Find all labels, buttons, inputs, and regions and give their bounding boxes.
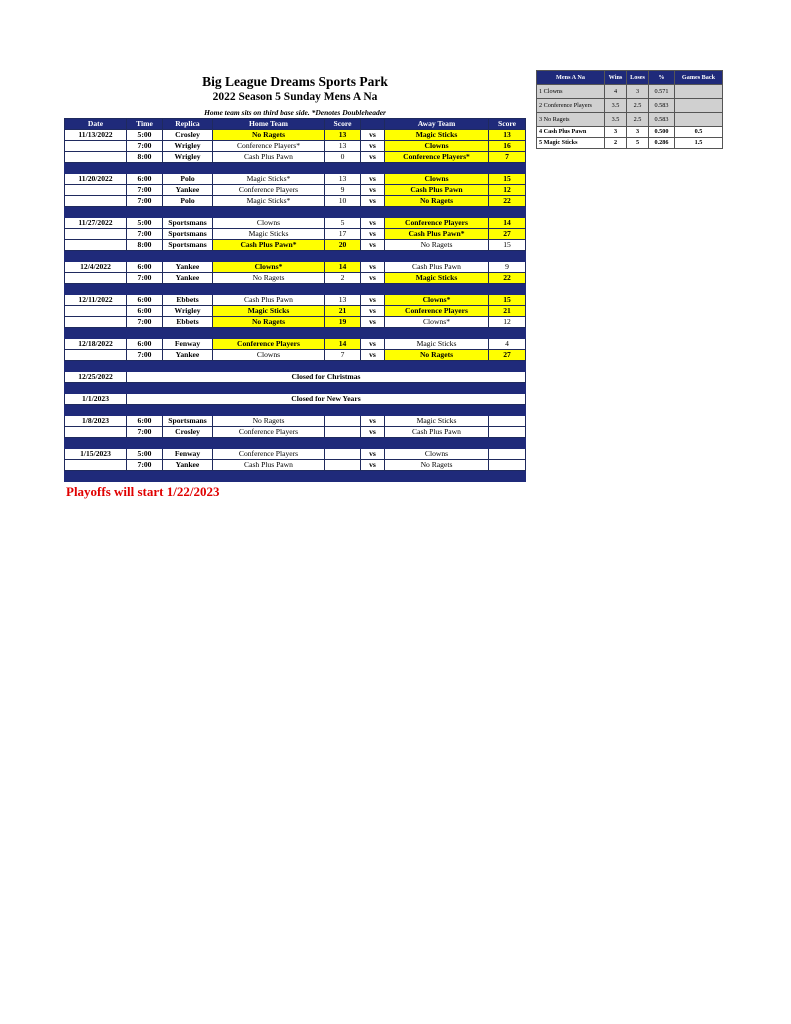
standings-pct: 0.500 xyxy=(649,127,675,138)
home-score xyxy=(325,416,361,427)
game-replica: Wrigley xyxy=(163,141,213,152)
closed-note: Closed for New Years xyxy=(127,394,526,405)
away-team: Cash Plus Pawn xyxy=(385,427,489,438)
home-score: 20 xyxy=(325,240,361,251)
home-team: Magic Sticks xyxy=(213,306,325,317)
standings-wins: 4 xyxy=(605,85,627,99)
away-score: 9 xyxy=(489,262,526,273)
playoffs-notice: Playoffs will start 1/22/2023 xyxy=(66,484,220,499)
game-date: 1/8/2023 xyxy=(65,416,127,427)
standings-wins: 3.5 xyxy=(605,113,627,127)
separator-cell xyxy=(65,251,526,262)
vs-label: vs xyxy=(361,339,385,350)
away-team: Clowns xyxy=(385,141,489,152)
home-team: Conference Players xyxy=(213,449,325,460)
away-team: Magic Sticks xyxy=(385,130,489,141)
away-team: No Ragets xyxy=(385,460,489,471)
away-team: Cash Plus Pawn xyxy=(385,262,489,273)
game-row xyxy=(65,460,526,471)
away-score: 4 xyxy=(489,339,526,350)
away-team: Cash Plus Pawn xyxy=(385,185,489,196)
standings-team: Conference Players xyxy=(543,101,592,109)
game-time: 6:00 xyxy=(127,416,163,427)
game-date xyxy=(65,185,127,196)
standings-pct: 0.286 xyxy=(649,138,675,149)
closed-row xyxy=(65,394,526,405)
home-team: Cash Plus Pawn* xyxy=(213,240,325,251)
game-time: 6:00 xyxy=(127,339,163,350)
standings-pct: 0.571 xyxy=(649,85,675,99)
standings-col-wins: Wins xyxy=(605,71,627,85)
home-team: Conference Players xyxy=(213,339,325,350)
away-score: 15 xyxy=(489,295,526,306)
home-score: 10 xyxy=(325,196,361,207)
home-team: Clowns* xyxy=(213,262,325,273)
game-time: 7:00 xyxy=(127,427,163,438)
game-date xyxy=(65,141,127,152)
vs-label: vs xyxy=(361,262,385,273)
vs-label: vs xyxy=(361,427,385,438)
game-replica: Fenway xyxy=(163,339,213,350)
game-time: 6:00 xyxy=(127,174,163,185)
standings-team-cell xyxy=(537,127,605,138)
standings-games-back xyxy=(675,99,723,113)
home-team: Magic Sticks xyxy=(213,229,325,240)
col-date: Date xyxy=(65,119,127,130)
game-row xyxy=(65,273,526,284)
game-time: 7:00 xyxy=(127,229,163,240)
standings-col-pct: % xyxy=(649,71,675,85)
week-separator xyxy=(65,383,526,394)
separator-cell xyxy=(65,361,526,372)
home-team: Clowns xyxy=(213,350,325,361)
standings-games-back: 0.5 xyxy=(675,127,723,138)
game-row xyxy=(65,141,526,152)
standings-row xyxy=(537,113,723,127)
standings-rank: 4 xyxy=(539,128,543,135)
standings-loses: 2.5 xyxy=(627,99,649,113)
vs-label: vs xyxy=(361,416,385,427)
home-score: 9 xyxy=(325,185,361,196)
standings-team-cell xyxy=(537,85,605,99)
game-replica: Yankee xyxy=(163,185,213,196)
game-row xyxy=(65,427,526,438)
vs-label: vs xyxy=(361,460,385,471)
game-row xyxy=(65,229,526,240)
away-team: Conference Players* xyxy=(385,152,489,163)
week-separator xyxy=(65,284,526,295)
home-score: 5 xyxy=(325,218,361,229)
game-date: 12/18/2022 xyxy=(65,339,127,350)
separator-cell xyxy=(65,438,526,449)
vs-label: vs xyxy=(361,174,385,185)
home-score xyxy=(325,460,361,471)
col-away-score: Score xyxy=(489,119,526,130)
standings-rank: 2 xyxy=(539,101,543,109)
standings-team: Magic Sticks xyxy=(543,139,578,146)
game-replica: Wrigley xyxy=(163,152,213,163)
away-team: Conference Players xyxy=(385,306,489,317)
vs-label: vs xyxy=(361,196,385,207)
vs-label: vs xyxy=(361,130,385,141)
vs-label: vs xyxy=(361,306,385,317)
standings-rank: 3 xyxy=(539,115,543,123)
away-score: 12 xyxy=(489,185,526,196)
game-time: 7:00 xyxy=(127,273,163,284)
home-team: No Ragets xyxy=(213,130,325,141)
home-score: 0 xyxy=(325,152,361,163)
game-date: 11/27/2022 xyxy=(65,218,127,229)
col-home-score: Score xyxy=(325,119,361,130)
separator-cell xyxy=(65,471,526,482)
home-score: 13 xyxy=(325,295,361,306)
away-score: 27 xyxy=(489,350,526,361)
game-replica: Crosley xyxy=(163,427,213,438)
col-vs xyxy=(361,119,385,130)
game-row xyxy=(65,262,526,273)
away-score: 22 xyxy=(489,196,526,207)
away-score: 16 xyxy=(489,141,526,152)
game-row xyxy=(65,174,526,185)
vs-label: vs xyxy=(361,449,385,460)
standings-team-cell xyxy=(537,113,605,127)
game-row xyxy=(65,416,526,427)
home-team: No Ragets xyxy=(213,273,325,284)
vs-label: vs xyxy=(361,273,385,284)
schedule-table xyxy=(64,118,526,482)
home-score: 21 xyxy=(325,306,361,317)
game-replica: Sportsmans xyxy=(163,229,213,240)
game-date xyxy=(65,427,127,438)
away-team: Clowns xyxy=(385,174,489,185)
game-row xyxy=(65,317,526,328)
standings-col-division: Mens A Na xyxy=(537,71,605,85)
away-team: Magic Sticks xyxy=(385,273,489,284)
game-row xyxy=(65,295,526,306)
home-score: 13 xyxy=(325,141,361,152)
week-separator xyxy=(65,163,526,174)
home-team: Conference Players xyxy=(213,185,325,196)
game-replica: Sportsmans xyxy=(163,416,213,427)
game-date: 12/11/2022 xyxy=(65,295,127,306)
vs-label: vs xyxy=(361,185,385,196)
schedule-note: Home team sits on third base side. *Denotes Doubleheader xyxy=(204,108,386,117)
vs-label: vs xyxy=(361,229,385,240)
vs-label: vs xyxy=(361,350,385,361)
standings-row xyxy=(537,85,723,99)
game-date xyxy=(65,240,127,251)
home-score xyxy=(325,427,361,438)
closed-date: 12/25/2022 xyxy=(65,372,127,383)
home-team: Conference Players* xyxy=(213,141,325,152)
closed-date: 1/1/2023 xyxy=(65,394,127,405)
home-team: Magic Sticks* xyxy=(213,174,325,185)
away-team: Conference Players xyxy=(385,218,489,229)
away-score xyxy=(489,449,526,460)
away-score: 7 xyxy=(489,152,526,163)
vs-label: vs xyxy=(361,295,385,306)
standings-team: No Ragets xyxy=(543,115,570,123)
week-separator xyxy=(65,251,526,262)
home-score: 14 xyxy=(325,339,361,350)
standings-wins: 2 xyxy=(605,138,627,149)
home-score: 13 xyxy=(325,174,361,185)
game-date xyxy=(65,460,127,471)
game-replica: Crosley xyxy=(163,130,213,141)
standings-body xyxy=(537,85,723,149)
week-separator xyxy=(65,207,526,218)
game-time: 7:00 xyxy=(127,196,163,207)
week-separator xyxy=(65,328,526,339)
game-replica: Sportsmans xyxy=(163,240,213,251)
game-row xyxy=(65,306,526,317)
game-time: 7:00 xyxy=(127,141,163,152)
away-team: No Ragets xyxy=(385,350,489,361)
game-time: 5:00 xyxy=(127,449,163,460)
separator-cell xyxy=(65,405,526,416)
col-replica: Replica xyxy=(163,119,213,130)
away-score xyxy=(489,427,526,438)
away-score xyxy=(489,416,526,427)
separator-cell xyxy=(65,383,526,394)
week-separator xyxy=(65,405,526,416)
away-score: 27 xyxy=(489,229,526,240)
standings-pct: 0.583 xyxy=(649,113,675,127)
game-replica: Polo xyxy=(163,196,213,207)
away-score: 15 xyxy=(489,240,526,251)
away-team: Clowns* xyxy=(385,317,489,328)
away-team: No Ragets xyxy=(385,240,489,251)
home-score: 13 xyxy=(325,130,361,141)
game-time: 7:00 xyxy=(127,350,163,361)
game-time: 6:00 xyxy=(127,306,163,317)
away-team: Clowns* xyxy=(385,295,489,306)
standings-col-loses: Loses xyxy=(627,71,649,85)
week-separator xyxy=(65,438,526,449)
game-replica: Yankee xyxy=(163,350,213,361)
standings-games-back: 1.5 xyxy=(675,138,723,149)
away-team: No Ragets xyxy=(385,196,489,207)
home-team: Clowns xyxy=(213,218,325,229)
week-separator xyxy=(65,471,526,482)
game-row xyxy=(65,196,526,207)
game-time: 7:00 xyxy=(127,460,163,471)
standings-header-row xyxy=(537,71,723,85)
standings-rank: 5 xyxy=(539,139,543,146)
standings-rank: 1 xyxy=(539,87,543,95)
game-date: 12/4/2022 xyxy=(65,262,127,273)
home-score: 19 xyxy=(325,317,361,328)
vs-label: vs xyxy=(361,240,385,251)
game-replica: Ebbets xyxy=(163,317,213,328)
away-team: Magic Sticks xyxy=(385,339,489,350)
vs-label: vs xyxy=(361,152,385,163)
page-title: Big League Dreams Sports Park xyxy=(202,74,388,89)
standings-team: Cash Plus Pawn xyxy=(543,128,587,135)
away-score: 13 xyxy=(489,130,526,141)
game-replica: Fenway xyxy=(163,449,213,460)
vs-label: vs xyxy=(361,218,385,229)
standings-wins: 3 xyxy=(605,127,627,138)
game-date xyxy=(65,152,127,163)
game-replica: Polo xyxy=(163,174,213,185)
home-team: Cash Plus Pawn xyxy=(213,460,325,471)
away-score: 12 xyxy=(489,317,526,328)
game-time: 6:00 xyxy=(127,262,163,273)
standings-wins: 3.5 xyxy=(605,99,627,113)
standings-row xyxy=(537,138,723,149)
home-team: Cash Plus Pawn xyxy=(213,152,325,163)
closed-row xyxy=(65,372,526,383)
home-team: No Ragets xyxy=(213,416,325,427)
away-score: 21 xyxy=(489,306,526,317)
col-home-team: Home Team xyxy=(213,119,325,130)
game-date: 1/15/2023 xyxy=(65,449,127,460)
game-replica: Yankee xyxy=(163,460,213,471)
standings-team-cell xyxy=(537,99,605,113)
game-row xyxy=(65,218,526,229)
game-date xyxy=(65,306,127,317)
game-row xyxy=(65,449,526,460)
home-score xyxy=(325,449,361,460)
standings-row xyxy=(537,99,723,113)
standings-games-back xyxy=(675,85,723,99)
home-score: 7 xyxy=(325,350,361,361)
game-time: 5:00 xyxy=(127,218,163,229)
game-date xyxy=(65,273,127,284)
standings-team-cell xyxy=(537,138,605,149)
away-score: 15 xyxy=(489,174,526,185)
vs-label: vs xyxy=(361,317,385,328)
away-score: 22 xyxy=(489,273,526,284)
game-replica: Ebbets xyxy=(163,295,213,306)
home-team: Conference Players xyxy=(213,427,325,438)
standings-pct: 0.583 xyxy=(649,99,675,113)
game-replica: Sportsmans xyxy=(163,218,213,229)
home-score: 2 xyxy=(325,273,361,284)
standings-games-back xyxy=(675,113,723,127)
game-time: 6:00 xyxy=(127,295,163,306)
game-row xyxy=(65,185,526,196)
game-row xyxy=(65,130,526,141)
home-score: 17 xyxy=(325,229,361,240)
game-date: 11/13/2022 xyxy=(65,130,127,141)
game-date xyxy=(65,196,127,207)
schedule-header-row xyxy=(65,119,526,130)
vs-label: vs xyxy=(361,141,385,152)
home-team: Cash Plus Pawn xyxy=(213,295,325,306)
game-date xyxy=(65,317,127,328)
closed-note: Closed for Christmas xyxy=(127,372,526,383)
col-time: Time xyxy=(127,119,163,130)
game-replica: Yankee xyxy=(163,273,213,284)
game-row xyxy=(65,339,526,350)
separator-cell xyxy=(65,207,526,218)
game-time: 7:00 xyxy=(127,317,163,328)
game-date xyxy=(65,350,127,361)
separator-cell xyxy=(65,284,526,295)
game-date: 11/20/2022 xyxy=(65,174,127,185)
away-score: 14 xyxy=(489,218,526,229)
away-team: Magic Sticks xyxy=(385,416,489,427)
game-time: 8:00 xyxy=(127,240,163,251)
game-replica: Yankee xyxy=(163,262,213,273)
standings-table xyxy=(536,70,723,149)
game-time: 7:00 xyxy=(127,185,163,196)
standings-row xyxy=(537,127,723,138)
standings-col-games-back: Games Back xyxy=(675,71,723,85)
standings-loses: 3 xyxy=(627,127,649,138)
week-separator xyxy=(65,361,526,372)
game-row xyxy=(65,152,526,163)
home-score: 14 xyxy=(325,262,361,273)
col-away-team: Away Team xyxy=(385,119,489,130)
away-score xyxy=(489,460,526,471)
game-time: 5:00 xyxy=(127,130,163,141)
home-team: No Ragets xyxy=(213,317,325,328)
away-team: Cash Plus Pawn* xyxy=(385,229,489,240)
schedule-body xyxy=(65,130,526,482)
home-team: Magic Sticks* xyxy=(213,196,325,207)
page-subtitle: 2022 Season 5 Sunday Mens A Na xyxy=(212,91,378,103)
standings-loses: 3 xyxy=(627,85,649,99)
separator-cell xyxy=(65,163,526,174)
game-replica: Wrigley xyxy=(163,306,213,317)
standings-team: Clowns xyxy=(543,87,563,95)
game-row xyxy=(65,240,526,251)
standings-loses: 2.5 xyxy=(627,113,649,127)
game-date xyxy=(65,229,127,240)
away-team: Clowns xyxy=(385,449,489,460)
game-row xyxy=(65,350,526,361)
game-time: 8:00 xyxy=(127,152,163,163)
standings-loses: 5 xyxy=(627,138,649,149)
separator-cell xyxy=(65,328,526,339)
